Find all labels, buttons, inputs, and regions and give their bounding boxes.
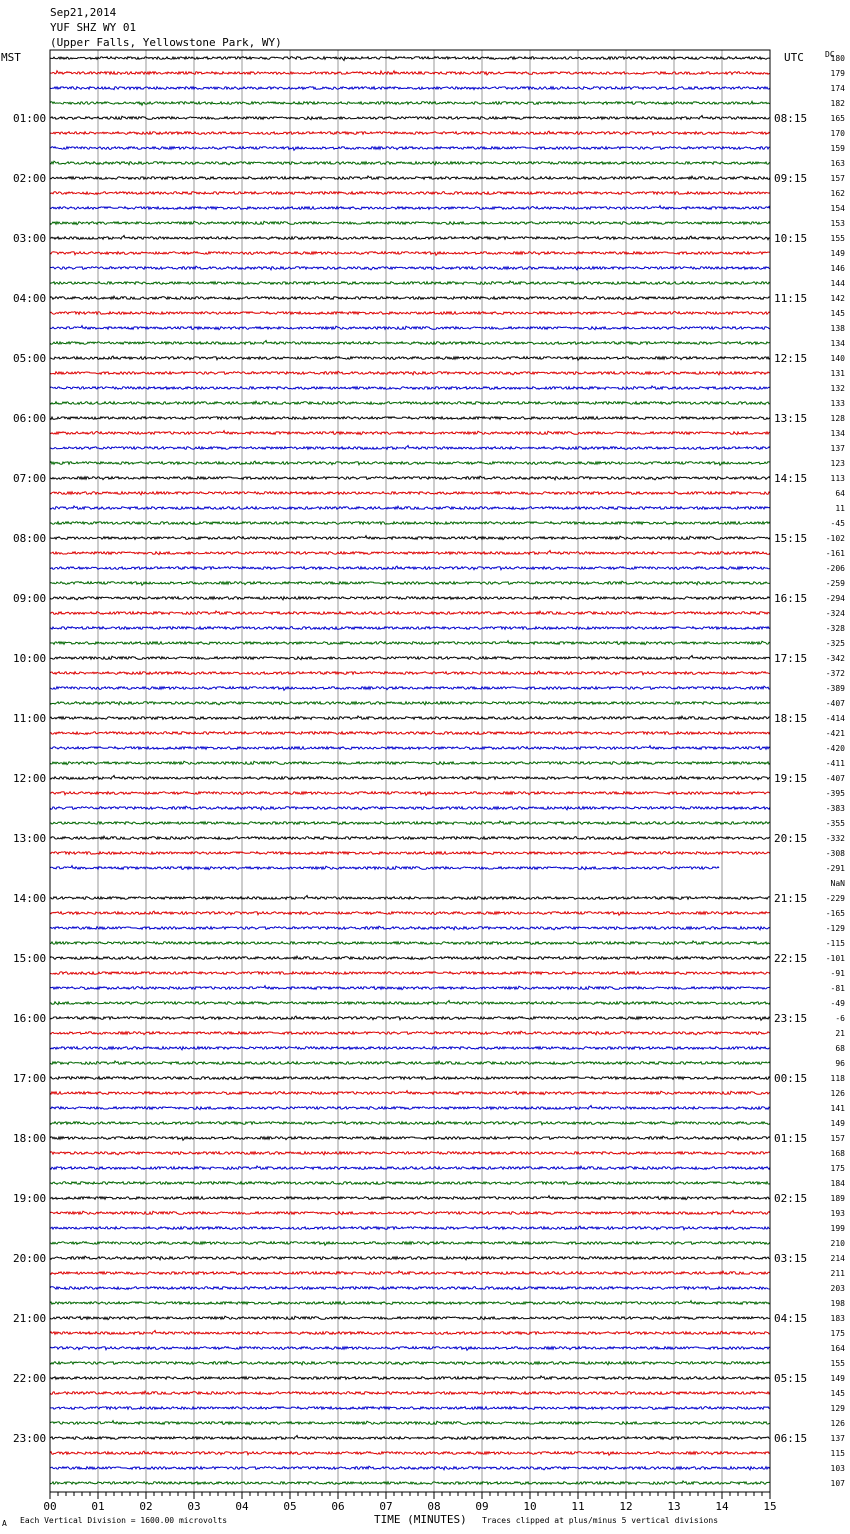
dc-offset-label: -291 [825,864,845,873]
utc-hour-label: 03:15 [774,1252,808,1265]
trace-row-60 [50,956,770,959]
x-tick-label: 01 [91,1500,105,1513]
trace-row-0 [50,57,770,61]
x-tick-label: 06 [331,1500,345,1513]
mst-hour-label: 12:00 [13,772,47,785]
mst-hour-label: 02:00 [13,172,47,185]
trace-row-78 [50,1226,770,1230]
trace-row-40 [50,656,770,660]
utc-hour-label: 23:15 [774,1012,808,1025]
utc-hour-label: 04:15 [774,1312,808,1325]
dc-offset-label: 149 [830,249,845,258]
trace-row-88 [50,1376,770,1379]
utc-hour-label: 13:15 [774,412,808,425]
utc-hour-label: 16:15 [774,592,808,605]
plot-frame [50,50,770,1492]
dc-offset-label: 140 [830,354,845,363]
location-label: (Upper Falls, Yellowstone Park, WY) [50,36,282,49]
dc-offset-label: -206 [825,564,845,573]
trace-row-59 [50,941,770,944]
dc-offset-labels [826,54,845,1488]
trace-row-10 [50,206,770,210]
trace-row-86 [50,1347,770,1351]
dc-offset-label: 137 [830,1434,845,1443]
trace-row-80 [50,1256,770,1260]
utc-hour-label: 14:15 [774,472,808,485]
trace-rows [50,57,770,1485]
time-gridlines [98,50,722,1492]
dc-offset-label: 131 [830,369,845,378]
utc-hour-label: 01:15 [774,1132,808,1145]
dc-offset-label: 134 [830,339,845,348]
trace-row-94 [50,1466,770,1470]
dc-offset-label: -414 [825,714,845,723]
trace-row-32 [50,536,770,540]
trace-row-29 [50,492,770,495]
dc-offset-label: 211 [830,1269,845,1278]
dc-offset-label: -411 [825,759,845,768]
dc-offset-label: 157 [830,1134,845,1143]
dc-offset-label: -45 [830,519,845,528]
dc-offset-label: -259 [825,579,845,588]
trace-row-82 [50,1287,770,1290]
x-tick-label: 00 [43,1500,57,1513]
x-tick-label: 15 [763,1500,777,1513]
utc-hour-label: 12:15 [774,352,808,365]
dc-offset-label: 149 [830,1374,845,1383]
dc-offset-label: -102 [825,534,845,543]
mst-hour-label: 05:00 [13,352,47,365]
x-tick-label: 05 [283,1500,297,1513]
corner-mark: A [2,1519,7,1528]
trace-row-26 [50,446,770,450]
trace-row-66 [50,1047,770,1050]
dc-offset-label: -325 [825,639,845,648]
trace-row-31 [50,522,770,525]
x-axis [43,1492,776,1513]
dc-offset-label: -161 [825,549,845,558]
utc-hour-label: 02:15 [774,1192,808,1205]
trace-row-62 [50,986,770,990]
x-tick-label: 07 [379,1500,393,1513]
mst-hour-label: 08:00 [13,532,47,545]
trace-row-52 [50,836,770,839]
dc-offset-label: -101 [825,954,845,963]
dc-offset-label: 129 [830,1404,845,1413]
left-axis-title: MST [1,51,21,64]
mst-hour-label: 06:00 [13,412,47,425]
trace-row-39 [50,641,770,645]
trace-row-2 [50,87,770,90]
trace-row-42 [50,686,770,690]
dc-offset-label: 163 [830,159,845,168]
dc-offset-label: 144 [830,279,845,288]
utc-hour-label: 00:15 [774,1072,808,1085]
dc-offset-label: 182 [830,99,845,108]
trace-row-57 [50,911,770,915]
dc-offset-label: 118 [830,1074,845,1083]
x-tick-label: 12 [619,1500,633,1513]
trace-row-84 [50,1316,770,1319]
utc-hour-label: 21:15 [774,892,808,905]
date-label: Sep21,2014 [50,6,117,19]
dc-offset-label: 113 [830,474,845,483]
dc-offset-label: 21 [835,1029,845,1038]
dc-offset-label: -308 [825,849,845,858]
trace-row-45 [50,732,770,735]
dc-offset-label: -81 [830,984,845,993]
trace-row-51 [50,821,770,824]
station-label: YUF SHZ WY 01 [50,21,137,34]
trace-row-25 [50,431,770,435]
dc-offset-label: -420 [825,744,845,753]
trace-row-90 [50,1407,770,1410]
dc-offset-label: 145 [830,1389,845,1398]
utc-hour-label: 06:15 [774,1432,808,1445]
dc-offset-label: 193 [830,1209,845,1218]
dc-offset-label: 214 [830,1254,845,1263]
utc-hour-label: 22:15 [774,952,808,965]
mst-hour-label: 17:00 [13,1072,47,1085]
dc-offset-label: 96 [835,1059,845,1068]
dc-offset-label: 198 [830,1299,845,1308]
scale-note: Each Vertical Division = 1600.00 microvolts [20,1516,228,1525]
dc-offset-label: -6 [835,1014,845,1023]
trace-row-47 [50,761,770,764]
trace-row-13 [50,252,770,256]
trace-row-34 [50,566,770,570]
mst-hour-label: 18:00 [13,1132,47,1145]
mst-hour-label: 22:00 [13,1372,47,1385]
trace-row-61 [50,972,770,975]
trace-row-7 [50,161,770,165]
trace-row-8 [50,176,770,179]
mst-hour-label: 20:00 [13,1252,47,1265]
trace-row-21 [50,371,770,375]
mst-hour-label: 14:00 [13,892,47,905]
dc-offset-label: 133 [830,399,845,408]
trace-row-87 [50,1361,770,1365]
dc-offset-label: -407 [825,699,845,708]
dc-offset-label: -342 [825,654,845,663]
dc-offset-label: 123 [830,459,845,468]
x-tick-label: 14 [715,1500,729,1513]
dc-offset-label: 154 [830,204,845,213]
dc-offset-label: -49 [830,999,845,1008]
x-tick-label: 08 [427,1500,441,1513]
trace-row-74 [50,1166,770,1169]
dc-offset-label: -229 [825,894,845,903]
utc-hour-label: 05:15 [774,1372,808,1385]
x-tick-label: 09 [475,1500,489,1513]
utc-hour-labels [774,112,807,1445]
x-tick-label: 13 [667,1500,681,1513]
mst-hour-label: 11:00 [13,712,47,725]
dc-offset-label: 174 [830,84,845,93]
dc-offset-label: 210 [830,1239,845,1248]
trace-row-27 [50,461,770,465]
dc-offset-label: -355 [825,819,845,828]
utc-hour-label: 20:15 [774,832,808,845]
dc-offset-label: 189 [830,1194,845,1203]
x-tick-label: 10 [523,1500,537,1513]
mst-hour-label: 04:00 [13,292,47,305]
trace-row-17 [50,312,770,315]
mst-hour-label: 07:00 [13,472,47,485]
trace-row-79 [50,1242,770,1246]
mst-hour-label: 01:00 [13,112,47,125]
dc-offset-label: -421 [825,729,845,738]
x-axis-title: TIME (MINUTES) [374,1513,467,1526]
dc-offset-label: -328 [825,624,845,633]
dc-offset-label: -389 [825,684,845,693]
trace-row-41 [50,671,770,675]
trace-row-35 [50,581,770,585]
dc-offset-label: 175 [830,1329,845,1338]
dc-offset-label: -383 [825,804,845,813]
dc-offset-label: 132 [830,384,845,393]
dc-title: DC [825,50,835,59]
utc-hour-label: 10:15 [774,232,808,245]
dc-offset-label: 170 [830,129,845,138]
trace-row-20 [50,356,770,360]
dc-offset-label: 203 [830,1284,845,1293]
mst-hour-labels [13,112,46,1445]
dc-offset-label: 164 [830,1344,845,1353]
dc-offset-label: 199 [830,1224,845,1233]
trace-row-81 [50,1271,770,1274]
right-axis-title: UTC [784,51,804,64]
trace-row-28 [50,476,770,480]
trace-row-4 [50,116,770,120]
mst-hour-label: 03:00 [13,232,47,245]
trace-row-6 [50,147,770,151]
trace-row-91 [50,1421,770,1425]
trace-row-1 [50,71,770,75]
dc-offset-label: 149 [830,1119,845,1128]
dc-offset-label: -395 [825,789,845,798]
trace-row-95 [50,1481,770,1484]
dc-offset-label: 126 [830,1419,845,1428]
dc-offset-label: 159 [830,144,845,153]
dc-offset-label: 141 [830,1104,845,1113]
dc-offset-label: 145 [830,309,845,318]
dc-offset-label: -165 [825,909,845,918]
dc-offset-label: 157 [830,174,845,183]
trace-row-85 [50,1331,770,1335]
trace-row-50 [50,806,770,810]
trace-row-56 [50,896,770,900]
utc-hour-label: 17:15 [774,652,808,665]
trace-row-73 [50,1152,770,1155]
dc-offset-label: -115 [825,939,845,948]
trace-row-65 [50,1031,770,1035]
mst-hour-label: 19:00 [13,1192,47,1205]
dc-offset-label: 115 [830,1449,845,1458]
utc-hour-label: 11:15 [774,292,808,305]
trace-row-46 [50,746,770,750]
trace-row-54 [50,866,719,870]
dc-offset-label: 165 [830,114,845,123]
trace-row-16 [50,296,770,299]
trace-row-44 [50,716,770,719]
trace-row-72 [50,1136,770,1140]
dc-offset-label: 142 [830,294,845,303]
dc-offset-label: -324 [825,609,845,618]
trace-row-53 [50,852,770,855]
trace-row-64 [50,1016,770,1020]
dc-offset-label: 183 [830,1314,845,1323]
dc-offset-label: 134 [830,429,845,438]
trace-row-77 [50,1211,770,1215]
dc-offset-label: -294 [825,594,845,603]
dc-offset-label: 64 [835,489,845,498]
trace-row-71 [50,1121,770,1125]
dc-offset-label: 162 [830,189,845,198]
mst-hour-label: 16:00 [13,1012,47,1025]
trace-row-93 [50,1451,770,1455]
trace-row-22 [50,386,770,389]
x-tick-label: 11 [571,1500,585,1513]
trace-row-3 [50,101,770,105]
dc-offset-label: 184 [830,1179,845,1188]
trace-row-30 [50,506,770,509]
dc-offset-label: NaN [830,879,845,888]
dc-offset-label: 138 [830,324,845,333]
clip-note: Traces clipped at plus/minus 5 vertical divisions [482,1516,719,1525]
trace-row-19 [50,341,770,345]
trace-row-63 [50,1001,770,1005]
dc-offset-label: 155 [830,234,845,243]
dc-offset-label: -129 [825,924,845,933]
mst-hour-label: 23:00 [13,1432,47,1445]
dc-offset-label: 180 [830,54,845,63]
x-tick-label: 03 [187,1500,201,1513]
trace-row-23 [50,401,770,404]
trace-row-89 [50,1391,770,1394]
dc-offset-label: 179 [830,69,845,78]
trace-row-11 [50,221,770,224]
trace-row-43 [50,702,770,705]
trace-row-92 [50,1436,770,1440]
dc-offset-label: 103 [830,1464,845,1473]
x-tick-label: 04 [235,1500,249,1513]
trace-row-24 [50,417,770,420]
utc-hour-label: 19:15 [774,772,808,785]
dc-offset-label: -372 [825,669,845,678]
trace-row-49 [50,792,770,796]
utc-hour-label: 18:15 [774,712,808,725]
mst-hour-label: 09:00 [13,592,47,605]
dc-offset-label: 11 [835,504,845,513]
trace-row-58 [50,926,770,930]
trace-row-12 [50,236,770,240]
dc-offset-label: 146 [830,264,845,273]
trace-row-37 [50,611,770,614]
dc-offset-label: -332 [825,834,845,843]
utc-hour-label: 09:15 [774,172,808,185]
utc-hour-label: 08:15 [774,112,808,125]
trace-row-38 [50,627,770,630]
dc-offset-label: 128 [830,414,845,423]
utc-hour-label: 15:15 [774,532,808,545]
trace-row-15 [50,281,770,284]
mst-hour-label: 15:00 [13,952,47,965]
trace-row-33 [50,551,770,555]
trace-row-75 [50,1182,770,1185]
trace-row-36 [50,597,770,600]
x-tick-label: 02 [139,1500,153,1513]
mst-hour-label: 21:00 [13,1312,47,1325]
dc-offset-label: 175 [830,1164,845,1173]
dc-offset-label: 153 [830,219,845,228]
trace-row-68 [50,1077,770,1080]
trace-row-48 [50,776,770,780]
trace-row-83 [50,1301,770,1305]
dc-offset-label: 168 [830,1149,845,1158]
trace-row-5 [50,131,770,135]
dc-offset-label: -91 [830,969,845,978]
dc-offset-label: -407 [825,774,845,783]
dc-offset-label: 68 [835,1044,845,1053]
dc-offset-label: 107 [830,1479,845,1488]
mst-hour-label: 10:00 [13,652,47,665]
trace-row-18 [50,326,770,330]
dc-offset-label: 137 [830,444,845,453]
trace-row-67 [50,1061,770,1064]
dc-offset-label: 126 [830,1089,845,1098]
mst-hour-label: 13:00 [13,832,47,845]
trace-row-14 [50,266,770,270]
trace-row-76 [50,1196,770,1200]
trace-row-70 [50,1106,770,1110]
dc-offset-label: 155 [830,1359,845,1368]
trace-row-69 [50,1091,770,1095]
trace-row-9 [50,192,770,195]
